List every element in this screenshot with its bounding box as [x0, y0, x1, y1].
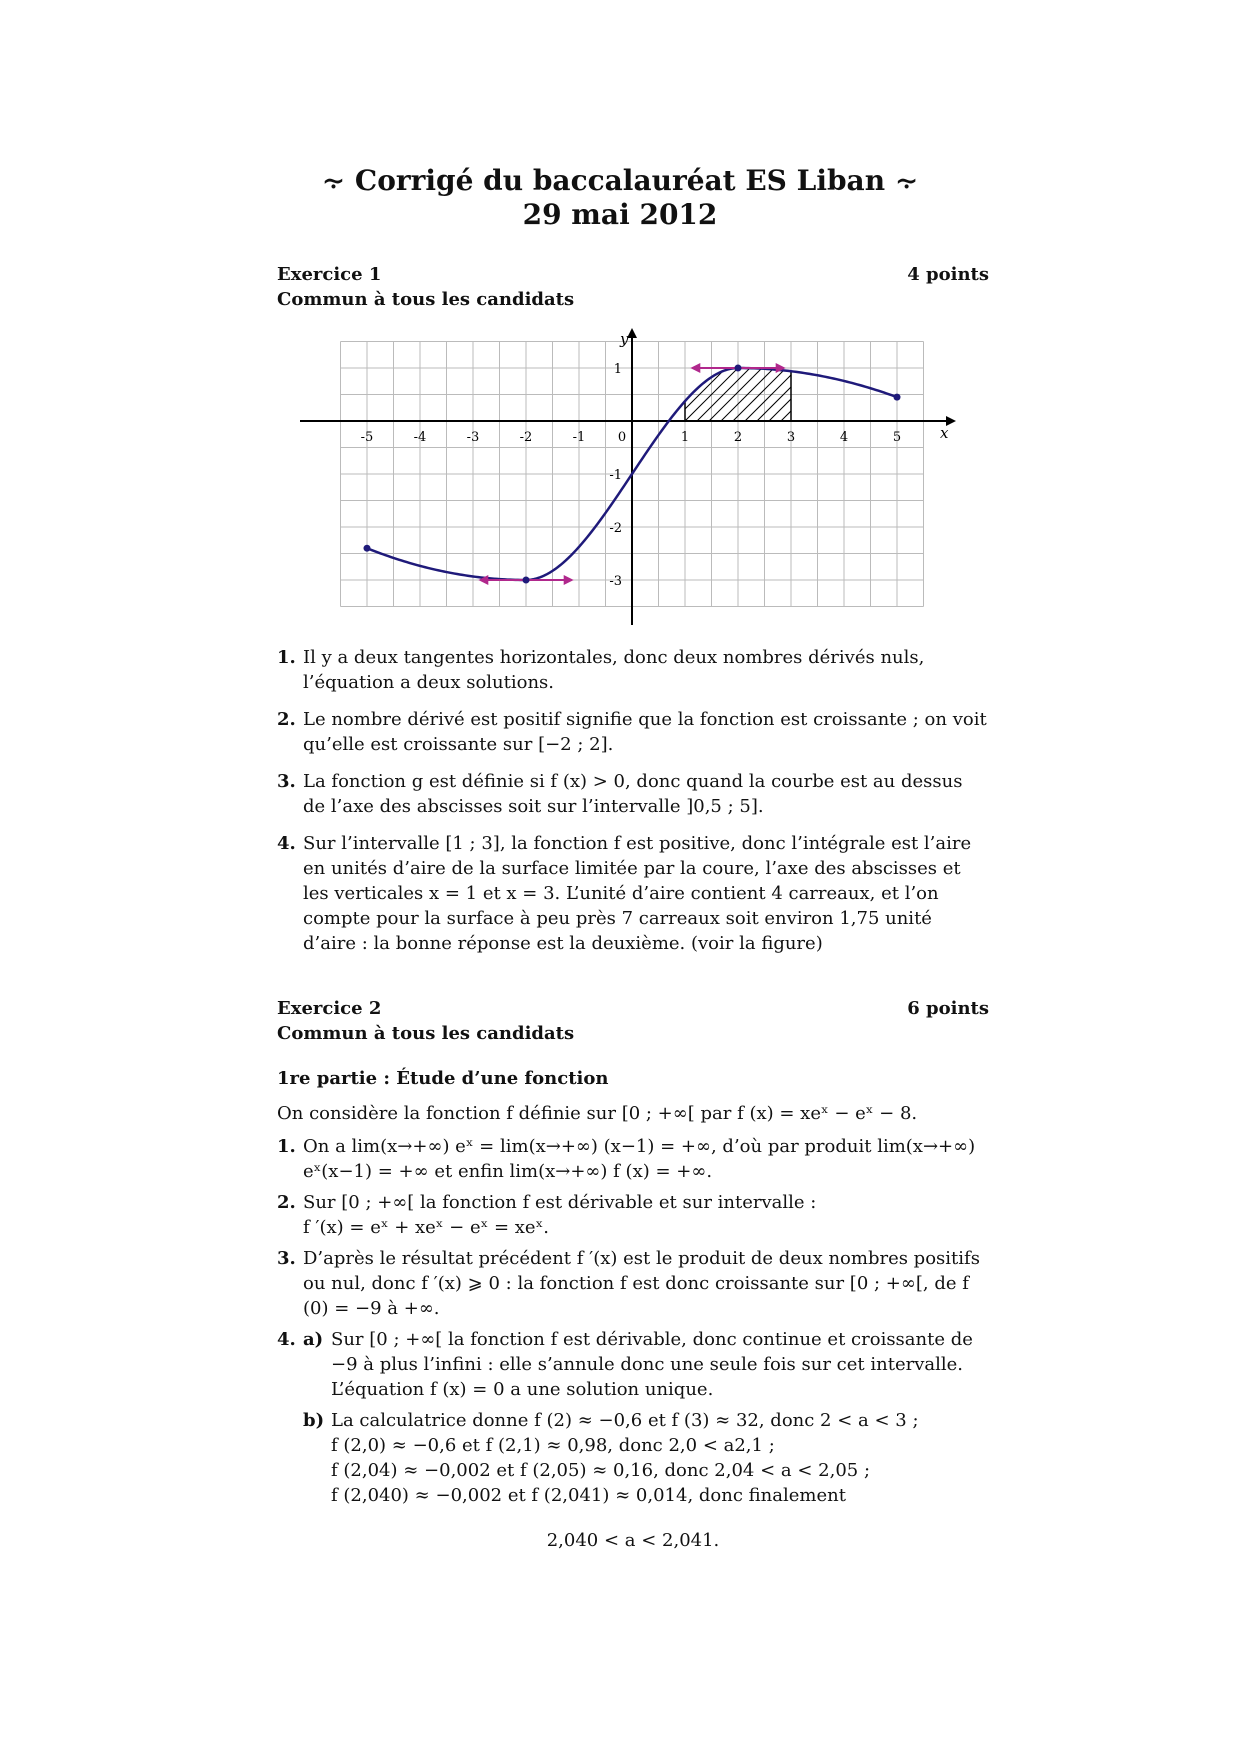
- item-number: 2.: [277, 1192, 296, 1213]
- x-tick-label: 3: [786, 430, 796, 445]
- exercise-2-subtitle: Commun à tous les candidats: [277, 1023, 575, 1044]
- sub-item-b: [303, 1408, 989, 1508]
- item-text: Le nombre dérivé est positif signifie que la fonction est croissante ; on voit qu’elle est croissante sur [−2 ; 2].: [303, 709, 987, 755]
- answer-item: [277, 645, 989, 695]
- arrow-right-icon: [564, 575, 574, 585]
- function-graph: [300, 328, 960, 628]
- x-tick-label: -5: [360, 430, 374, 445]
- curve-point: [894, 394, 901, 401]
- answer-item: [277, 831, 989, 956]
- y-tick-label: -2: [609, 521, 622, 536]
- answer-item: [277, 1134, 989, 1184]
- item-number: 1.: [277, 647, 296, 668]
- exercise-1-subtitle: Commun à tous les candidats: [277, 289, 575, 310]
- item-text: La fonction g est définie si f (x) > 0, donc quand la courbe est au dessus de l’axe des abscisses soit sur l’intervalle ]0,5 ; 5].: [303, 771, 963, 817]
- answer-item: [277, 707, 989, 757]
- exercise-1-header: [277, 262, 989, 312]
- part-title: 1re partie : Étude d’une fonction: [277, 1068, 609, 1089]
- sub-item-line: La calculatrice donne f (2) ≈ −0,6 et f (3) ≈ 32, donc 2 < a < 3 ;: [331, 1410, 919, 1431]
- y-tick-label: -3: [609, 574, 622, 589]
- x-tick-label: 1: [680, 430, 690, 445]
- sub-item-line: f (2,0) ≈ −0,6 et f (2,1) ≈ 0,98, donc 2,0 < a2,1 ;: [331, 1435, 775, 1456]
- exercise-2-title: Exercice 2: [277, 998, 382, 1019]
- x-tick-label: -4: [413, 430, 427, 445]
- item-number: 3.: [277, 1248, 296, 1269]
- sub-item-label: b): [303, 1410, 325, 1431]
- ornament-left-icon: ⸟: [321, 164, 346, 197]
- exercise-2-points: 6 points: [907, 998, 989, 1019]
- sub-item-label: a): [303, 1329, 324, 1350]
- item-text: Il y a deux tangentes horizontales, donc deux nombres dérivés nuls, l’équation a deux solutions.: [303, 647, 925, 693]
- item-formula: f ′(x) = eˣ + xeˣ − eˣ = xeˣ.: [303, 1217, 549, 1238]
- exercise-2-body: [277, 1066, 989, 1553]
- conclusion-formula: 2,040 < a < 2,041.: [546, 1530, 720, 1551]
- arrow-left-icon: [690, 363, 700, 373]
- item-number: 1.: [277, 1136, 296, 1157]
- ornament-right-icon: ⸟: [894, 164, 919, 197]
- x-axis-label: x: [940, 424, 949, 442]
- intro-text: On considère la fonction f définie sur [0 ; +∞[ par f (x) = xeˣ − eˣ − 8.: [277, 1103, 918, 1124]
- document-title: [0, 164, 1240, 232]
- x-tick-labels: [361, 430, 901, 445]
- x-tick-label: -1: [572, 430, 586, 445]
- hatched-area: [445, 351, 960, 421]
- answer-item: [277, 1190, 989, 1240]
- x-tick-label: 5: [892, 430, 902, 445]
- item-number: 4.: [277, 833, 296, 854]
- curve-point: [523, 577, 530, 584]
- exercise-1-answers: [277, 645, 989, 968]
- sub-item-line: f (2,04) ≈ −0,002 et f (2,05) ≈ 0,16, donc 2,04 < a < 2,05 ;: [331, 1460, 871, 1481]
- exercise-2-header: [277, 996, 989, 1046]
- title-text: Corrigé du baccalauréat ES Liban: [354, 164, 886, 197]
- exercise-1-title: Exercice 1: [277, 264, 382, 285]
- x-tick-label: -3: [466, 430, 480, 445]
- item-text: D’après le résultat précédent f ′(x) est le produit de deux nombres positifs ou nul, donc f ′(x) ⩾ 0 : la fonction f est donc croissante sur [0 ; +∞[, de f (0) = −9 à +∞.: [303, 1248, 980, 1319]
- curve-point: [735, 365, 742, 372]
- sub-item-line: f (2,040) ≈ −0,002 et f (2,041) ≈ 0,014, donc finalement: [331, 1485, 846, 1506]
- item-text: Sur [0 ; +∞[ la fonction f est dérivable et sur intervalle :: [303, 1192, 817, 1213]
- x-tick-label: 4: [839, 430, 849, 445]
- item-text: Sur l’intervalle [1 ; 3], la fonction f est positive, donc l’intégrale est l’aire en unités d’aire de la surface limitée par la coure, l’axe des abscisses et les verticales x = 1 et x = 3. L’unité d’aire contient 4 carreaux, et l’on compte pour la surface à peu près 7 carreaux soit environ 1,75 unité d’aire : la bonne réponse est la deuxième. (voir la figure): [303, 833, 972, 954]
- item-text: On a lim(x→+∞) eˣ = lim(x→+∞) (x−1) = +∞, d’où par produit lim(x→+∞) eˣ(x−1) = +∞ et enfin lim(x→+∞) f (x) = +∞.: [303, 1136, 976, 1182]
- item-number: 4.: [277, 1329, 296, 1350]
- y-tick-label: 1: [613, 362, 622, 377]
- sub-item-a: [303, 1327, 989, 1402]
- y-axis-label: y: [620, 330, 629, 348]
- x-tick-label: 2: [733, 430, 743, 445]
- x-tick-label: 0: [617, 430, 627, 445]
- curve-point: [364, 545, 371, 552]
- answer-item: [277, 1327, 989, 1508]
- title-date: 29 mai 2012: [522, 198, 718, 231]
- item-number: 2.: [277, 709, 296, 730]
- exercise-1-points: 4 points: [907, 264, 989, 285]
- answer-item: [277, 769, 989, 819]
- item-number: 3.: [277, 771, 296, 792]
- x-tick-label: -2: [519, 430, 533, 445]
- sub-item-text: Sur [0 ; +∞[ la fonction f est dérivable, donc continue et croissante de −9 à plus l’infini : elle s’annule donc une seule fois sur cet intervalle. L’équation f (x) = 0 a une solution unique.: [331, 1329, 973, 1400]
- y-tick-labels: [609, 362, 622, 589]
- title-line-1: [0, 164, 1240, 198]
- y-tick-label: -1: [609, 468, 622, 483]
- answer-item: [277, 1246, 989, 1321]
